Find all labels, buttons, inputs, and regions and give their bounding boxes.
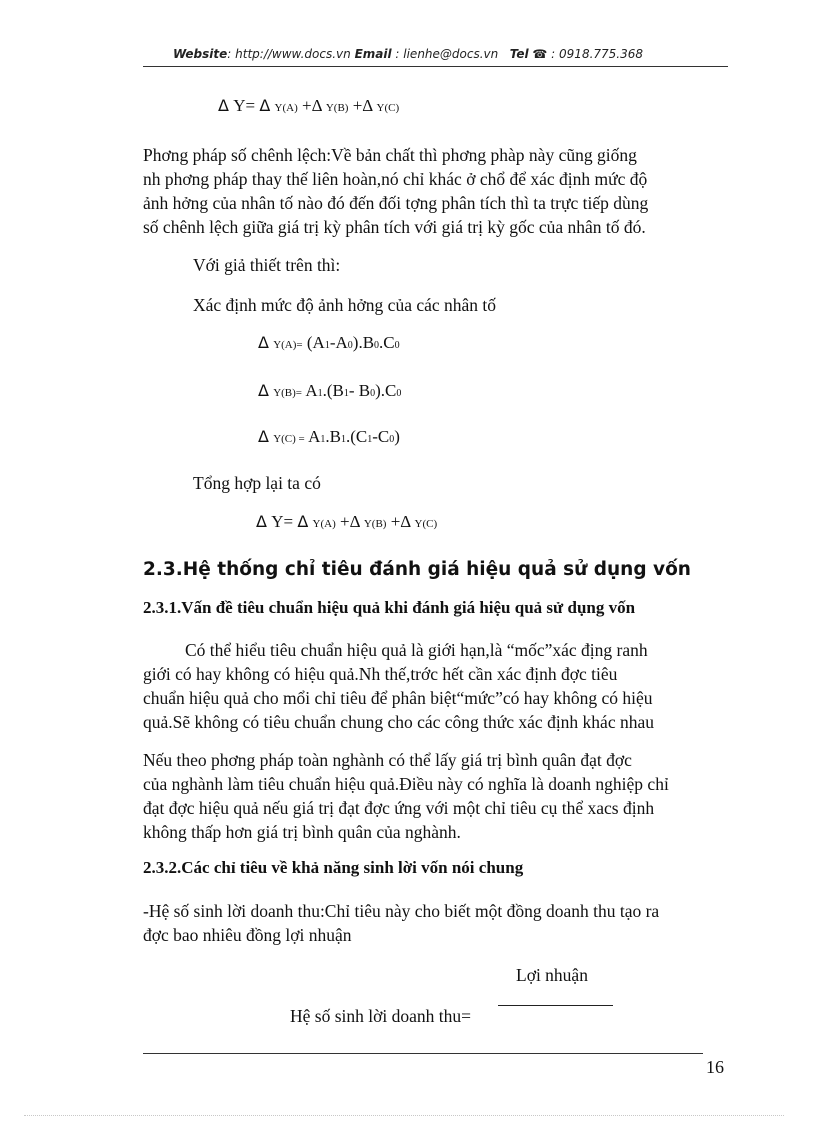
fraction-numerator: Lợi nhuận — [516, 965, 588, 985]
footer-rule — [143, 1053, 703, 1054]
text-line: số chênh lệch giữa giá trị kỳ phân tích với giá trị kỳ gốc của nhân tố đó. — [143, 217, 646, 237]
line-summary: Tổng hợp lại ta có — [193, 473, 321, 493]
text-line: ảnh hởng của nhân tố nào đó đến đối tợng phân tích thì ta trực tiếp dùng — [143, 193, 649, 213]
page-header — [0, 47, 816, 61]
website-label: Website — [172, 47, 228, 61]
equation-b: Δ Y(B)= A1.(B1- B0).C0 — [258, 381, 402, 400]
tel-label: Tel — [509, 47, 529, 61]
text-line: Nếu theo phơng pháp toàn nghành có thể lấy giá trị bình quân đạt đợc — [143, 750, 632, 770]
paragraph-revenue-ratio — [143, 899, 659, 947]
text-line: không thấp hơn giá trị bình quân của nghành. — [143, 822, 461, 842]
fraction-bar — [498, 1005, 613, 1006]
subsection-heading-1: 2.3.1.Vấn đề tiêu chuẩn hiệu quả khi đánh giá hiệu quả sử dụng vốn — [143, 598, 636, 617]
section-heading: 2.3.Hệ thống chỉ tiêu đánh giá hiệu quả sử dụng vốn — [143, 559, 691, 580]
text-line: chuẩn hiệu quả cho mổi chỉ tiêu để phân biệt“mức”có hay không có hiệu — [143, 688, 653, 708]
website-url[interactable]: : http://www.docs.vn — [227, 47, 351, 61]
text-line: nh phơng pháp thay thế liên hoàn,nó chỉ khác ở chổ để xác định mức độ — [143, 169, 648, 189]
paragraph-efficiency-standard — [143, 638, 654, 734]
subsection-heading-2: 2.3.2.Các chỉ tiêu về khả năng sinh lời vốn nói chung — [143, 858, 524, 877]
page-edge-dots — [24, 1115, 784, 1116]
email-label: Email — [354, 47, 392, 61]
page-number: 16 — [706, 1057, 724, 1077]
text-line: Phơng pháp số chênh lệch:Về bản chất thì phơng phàp này cũng giống — [143, 145, 637, 165]
formula-total-bottom: Δ Y= Δ Y(A) +Δ Y(B) +Δ Y(C) — [256, 512, 438, 531]
tel-number: ☎ : 0918.775.368 — [532, 47, 644, 61]
line-determine: Xác định mức độ ảnh hởng của các nhân tố — [193, 295, 497, 315]
header-rule — [143, 66, 728, 67]
text-line: của nghành làm tiêu chuẩn hiệu quả.Điều này có nghĩa là doanh nghiệp chỉ — [143, 774, 669, 794]
text-line: đợc bao nhiêu đồng lợi nhuận — [143, 925, 352, 945]
formula-total-top: Δ Y= Δ Y(A) +Δ Y(B) +Δ Y(C) — [218, 96, 400, 115]
paragraph-difference-method — [143, 143, 648, 239]
text-line: Có thể hiểu tiêu chuẩn hiệu quả là giới hạn,là “mốc”xác địng ranh — [185, 640, 648, 660]
equation-a: Δ Y(A)= (A1-A0).B0.C0 — [258, 333, 400, 352]
fraction-label: Hệ số sinh lời doanh thu= — [290, 1006, 471, 1026]
line-assumption: Với giả thiết trên thì: — [193, 255, 341, 275]
text-line: đạt đợc hiệu quả nếu giá trị đạt đợc ứng với một chỉ tiêu cụ thể xacs định — [143, 798, 655, 818]
text-line: -Hệ số sinh lời doanh thu:Chỉ tiêu này cho biết một đồng doanh thu tạo ra — [143, 901, 660, 921]
paragraph-industry-method — [143, 748, 669, 844]
equation-c: Δ Y(C) = A1.B1.(C1-C0) — [258, 427, 400, 446]
text-line: giới có hay không có hiệu quả.Nh thế,trớc hết cần xác định đợc tiêu — [143, 664, 618, 684]
email-address[interactable]: : lienhe@docs.vn — [391, 47, 499, 61]
text-line: quả.Sẽ không có tiêu chuẩn chung cho các công thức xác định khác nhau — [143, 712, 654, 732]
